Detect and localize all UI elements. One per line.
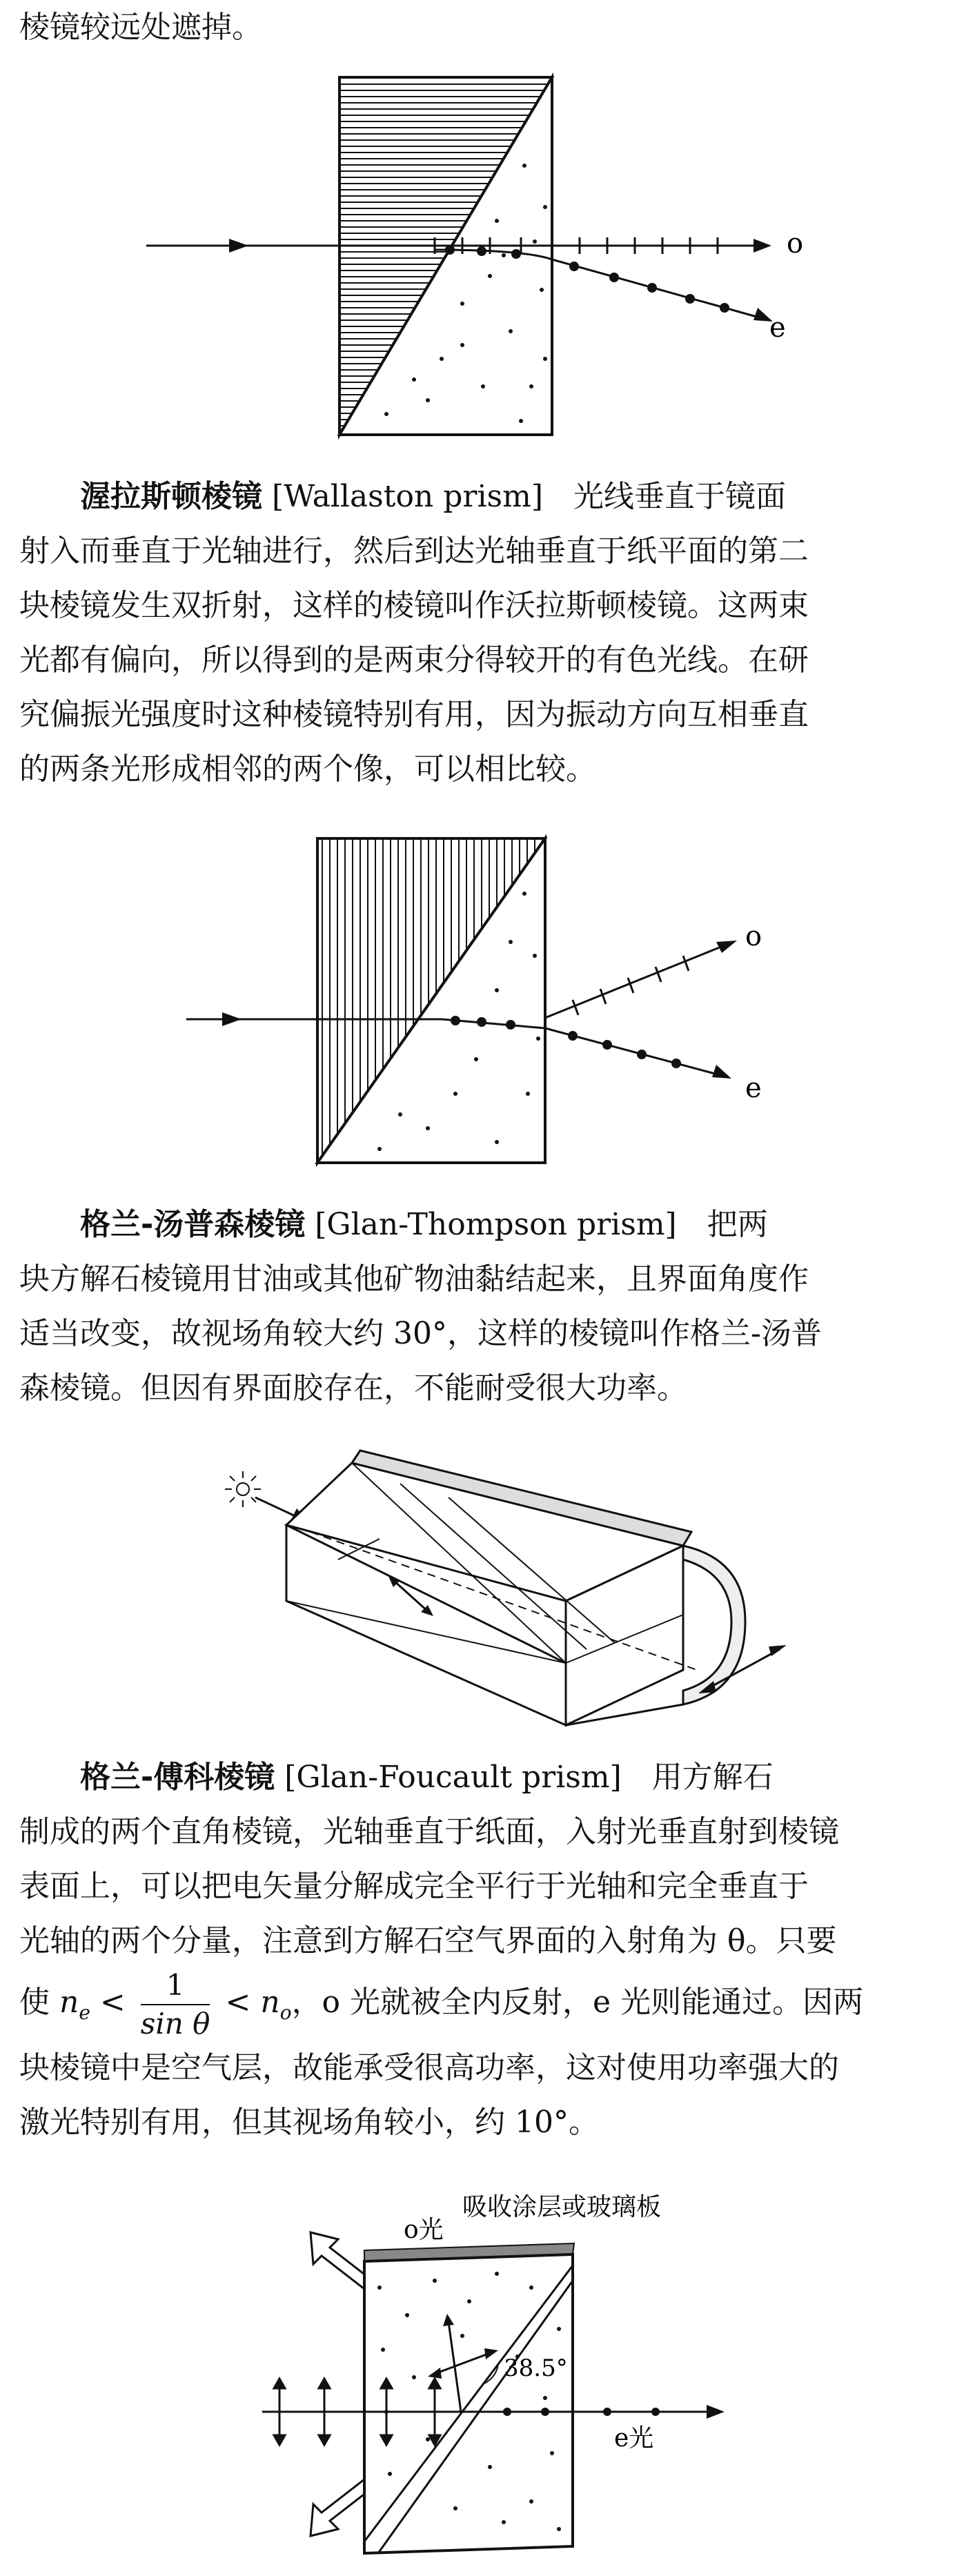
term-wallaston-en: [Wallaston prism] (272, 479, 543, 514)
figure-glan-thompson (200, 1442, 794, 1739)
section-glan-foucault: 格兰-傅科棱镜 [Glan-Foucault prism] 用方解石 制成的两个直角棱镜，光轴垂直于纸面，入射光垂直射到棱镜 表面上，可以把电矢量分解成完全平行于光轴和完全垂直于 光轴的两个分量，注意到方解石空气界面的入射角为 θ。只要 使 $n_e$ < $\frac{1}{\text{sin θ}}$ < $n_o$，o 光就被全内反射，e 光则能通过。因两 块棱镜中是空气层，故能承受很高功率，这对使用功率强大的 激光特别有用，但其视场角较小，约 10°。 (19, 1750, 959, 2150)
fig1-label-e: e (769, 312, 786, 344)
fig4-label-o: o光 (404, 2216, 444, 2244)
figure-glan-foucault (242, 2177, 766, 2570)
fig2-label-o: o (745, 921, 762, 952)
figure-rochon (152, 832, 828, 1170)
section-glan-thompson: 格兰-汤普森棱镜 [Glan-Thompson prism] 把两 块方解石棱镜用甘油或其他矿物油黏结起来，且界面角度作 适当改变，故视场角较大约 30°，这样的棱镜叫作格兰-汤普 森棱镜。但因有界面胶存在，不能耐受很大功率。 (19, 1207, 822, 1406)
fig4-label-e: e光 (614, 2424, 654, 2452)
fig1-label-o: o (787, 228, 804, 259)
term-glan-thompson: 格兰-汤普森棱镜 (80, 1207, 306, 1242)
fig4-label-coating: 吸收涂层或玻璃板 (462, 2193, 662, 2221)
term-glan-foucault-en: [Glan-Foucault prism] (284, 1760, 622, 1795)
formula-line: 使 $n_e$ < $\frac{1}{\text{sin θ}}$ < $n_o$，o 光就被全内反射，e 光则能通过。因两 (19, 1967, 864, 2041)
term-glan-thompson-en: [Glan-Thompson prism] (315, 1207, 677, 1242)
figure-wallaston (138, 69, 828, 455)
top-line: 棱镜较远处遮掉。 (19, 10, 262, 45)
section-wallaston: 渥拉斯顿棱镜 [Wallaston prism] 光线垂直于镜面 射入而垂直于光轴进行，然后到达光轴垂直于纸平面的第二 块棱镜发生双折射，这样的棱镜叫作沃拉斯顿棱镜。这两束 光都有偏向，所以得到的是两束分得较开的有色光线。在研 究偏振光强度时这种棱镜特别有用，因为振动方向互相垂直 的两条光形成相邻的两个像，可以相比较。 (19, 479, 809, 787)
fig2-label-e: e (745, 1072, 762, 1104)
light-source-icon (225, 1471, 261, 1507)
fig4-label-angle: 38.5° (504, 2354, 568, 2382)
term-wallaston: 渥拉斯顿棱镜 (80, 479, 262, 514)
formula-fraction: $\frac{1}{\text{sin θ}}$ (140, 1967, 210, 2041)
o-ray-ticks (573, 956, 689, 1015)
term-glan-foucault: 格兰-傅科棱镜 (80, 1760, 275, 1795)
